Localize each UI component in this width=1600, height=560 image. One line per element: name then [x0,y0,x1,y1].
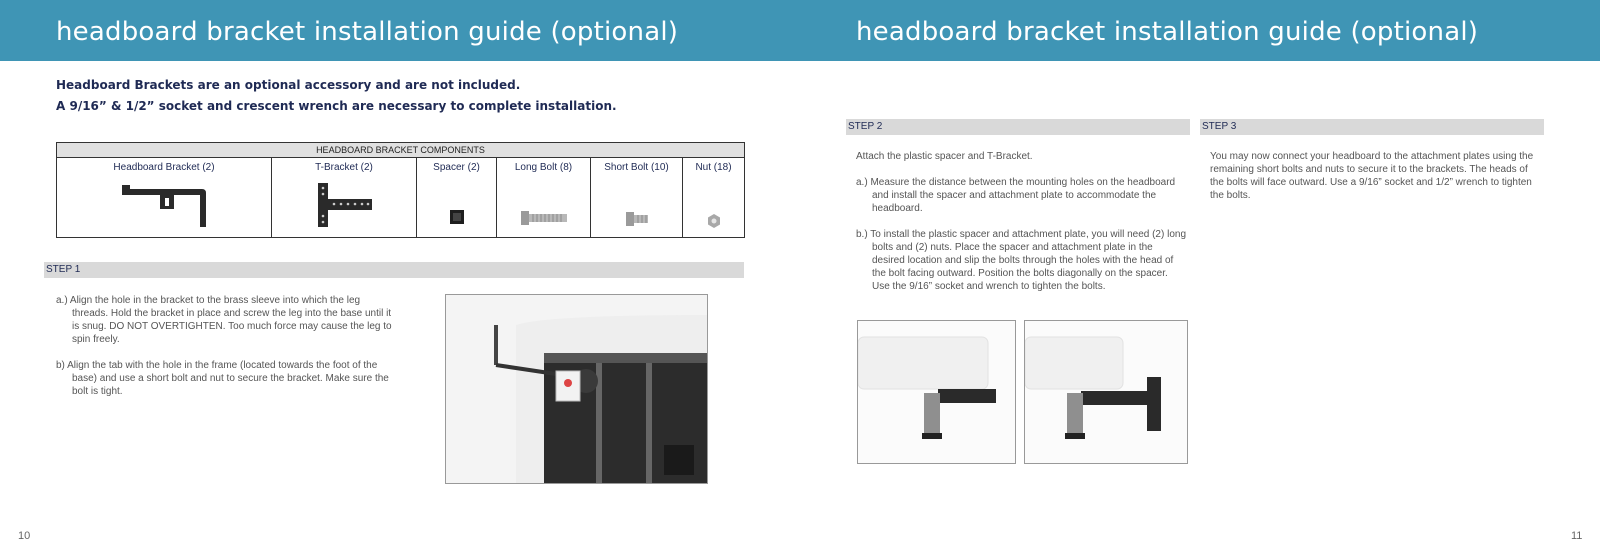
component-nut [683,158,745,238]
t-bracket-icon [314,181,374,229]
step-2-item-b: b.) To install the plastic spacer and attachment plate, you will need (2) long bolts and (2) nuts. Place the spacer and attachment plate in the desired location and slip the bolts through the holes with the head of the bolt facing outward. Position the bolts diagonally on the spacer. Use the 9/16” socket and wrench to tighten the bolts. [856,229,1186,292]
step-2-instructions [856,150,1186,306]
components-table-title: HEADBOARD BRACKET COMPONENTS [57,143,745,158]
left-page-title: headboard bracket installation guide (optional) [56,17,679,47]
headboard-bracket-icon [118,183,210,229]
left-page-number: 10 [18,530,31,542]
step-1-item-a: a.) Align the hole in the bracket to the brass sleeve into which the leg threads. Hold the bracket in place and screw the leg into the base until it is snug. DO NOT OVERTIGHTEN. Too much force may cause the leg to spin freely. [56,295,392,345]
component-long-bolt [497,158,591,238]
right-page-number: 11 [1571,530,1583,542]
step-1-item-b: b) Align the tab with the hole in the frame (located towards the foot of the base) and use a short bolt and nut to secure the bracket. Make sure the bolt is tight. [56,360,389,397]
step-2-photo-spacer [857,320,1016,464]
component-label: T-Bracket (2) [315,162,373,173]
components-table [56,142,745,238]
short-bolt-icon [624,209,650,229]
spacer-installed-photo [858,321,1016,464]
left-page-banner [0,0,800,61]
component-label: Long Bolt (8) [514,162,573,173]
component-t-bracket [272,158,417,238]
long-bolt-icon [519,207,569,229]
step-1-photo [445,294,708,484]
step-2-bar: STEP 2 [846,119,1190,135]
step-3-instructions [1210,150,1540,202]
t-bracket-installed-photo [1025,321,1188,464]
spacer-icon [447,207,467,229]
nut-icon [707,213,721,229]
right-page-banner [800,0,1600,61]
component-label: Spacer (2) [433,162,480,173]
component-label: Headboard Bracket (2) [113,162,215,173]
component-label: Short Bolt (10) [604,162,669,173]
component-short-bolt [591,158,683,238]
bed-frame-bracket-photo [446,295,708,484]
component-label: Nut (18) [695,162,732,173]
step-2-intro: Attach the plastic spacer and T-Bracket. [856,151,1033,162]
step-2-photo-t-bracket [1024,320,1188,464]
right-page-title: headboard bracket installation guide (optional) [856,17,1479,47]
step-1-bar: STEP 1 [44,262,744,278]
step-3-text: You may now connect your headboard to the attachment plates using the remaining short bolts and nuts to secure it to the brackets. The heads of the bolts will face outward. Use a 9/16” socket and 1/2” wrench to tighten the bolts. [1210,151,1534,201]
step-3-bar: STEP 3 [1200,119,1544,135]
component-spacer [417,158,497,238]
intro-line-2: A 9/16” & 1/2” socket and crescent wrench are necessary to complete installation. [56,99,617,113]
step-2-item-a: a.) Measure the distance between the mounting holes on the headboard and install the spacer and attachment plate to accommodate the headboard. [856,177,1176,214]
step-1-instructions [56,294,396,411]
intro-line-1: Headboard Brackets are an optional accessory and are not included. [56,78,521,92]
component-headboard-bracket [57,158,272,238]
